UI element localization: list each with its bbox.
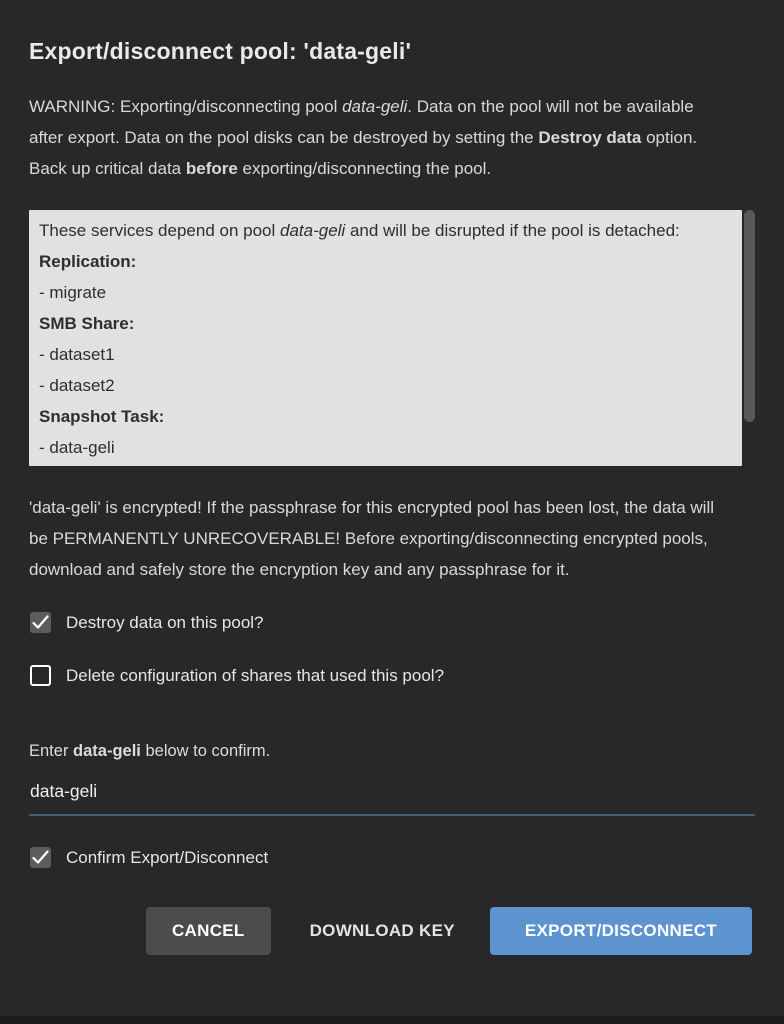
service-item: - data-geli bbox=[39, 438, 115, 457]
service-item: - migrate bbox=[39, 283, 107, 302]
export-disconnect-button[interactable]: EXPORT/DISCONNECT bbox=[490, 907, 752, 955]
service-item: - dataset2 bbox=[39, 376, 115, 395]
services-scrollbar-track[interactable] bbox=[744, 210, 755, 466]
destroy-data-label: Destroy data on this pool? bbox=[66, 612, 264, 632]
destroy-data-checkbox[interactable] bbox=[30, 612, 51, 633]
warning-text-part: WARNING: Exporting/disconnecting pool bbox=[29, 97, 343, 116]
warning-pool-name: data-geli bbox=[342, 97, 408, 116]
warning-before-term: before bbox=[185, 159, 238, 178]
service-group-header: SMB Share: bbox=[39, 314, 135, 333]
checkmark-icon bbox=[32, 615, 49, 630]
dialog-actions bbox=[29, 907, 755, 955]
dependent-services-list[interactable] bbox=[29, 210, 742, 466]
service-item: - dataset1 bbox=[39, 345, 115, 364]
pool-name-confirm-input[interactable] bbox=[29, 775, 755, 816]
warning-destroy-data-term: Destroy data bbox=[538, 128, 642, 147]
confirm-export-label: Confirm Export/Disconnect bbox=[66, 847, 269, 867]
dependent-services-panel bbox=[29, 210, 755, 466]
warning-text bbox=[29, 91, 725, 184]
services-pool-name: data-geli bbox=[280, 221, 346, 240]
prompt-part: Enter bbox=[29, 742, 74, 760]
delete-share-config-label: Delete configuration of shares that used this pool? bbox=[66, 665, 445, 685]
service-group-header: Replication: bbox=[39, 252, 137, 271]
dialog-bottom-edge bbox=[0, 1016, 784, 1024]
service-group-header: Snapshot Task: bbox=[39, 407, 165, 426]
services-scrollbar-thumb[interactable] bbox=[744, 210, 755, 422]
confirm-name-prompt bbox=[29, 742, 755, 761]
services-intro-line bbox=[39, 215, 732, 246]
encryption-warning-text: 'data-geli' is encrypted! If the passphrase for this encrypted pool has been lost, the data will be PERMANENTLY UNRECOVERABLE! Before exporting/disconnecting encrypted pools, download and safely store the encryption key and any passphrase for it. bbox=[29, 498, 714, 579]
download-key-button[interactable]: DOWNLOAD KEY bbox=[304, 907, 461, 955]
checkmark-icon bbox=[32, 850, 49, 865]
services-intro-part: and will be disrupted if the pool is detached: bbox=[345, 221, 680, 240]
services-intro-part: These services depend on pool bbox=[39, 221, 280, 240]
warning-text-part: . Data on the pool will not be available after export. Data on the pool disks can be destroyed by setting the bbox=[29, 97, 694, 147]
confirm-export-checkbox-row bbox=[30, 847, 755, 868]
prompt-part: below to confirm. bbox=[140, 742, 271, 760]
destroy-data-checkbox-row bbox=[30, 612, 755, 633]
warning-text-part: option. Back up critical data bbox=[29, 128, 698, 178]
cancel-button[interactable]: CANCEL bbox=[146, 907, 271, 955]
prompt-pool-name: data-geli bbox=[73, 742, 141, 760]
delete-share-config-checkbox-row bbox=[30, 665, 755, 686]
page-title: Export/disconnect pool: 'data-geli' bbox=[29, 38, 412, 64]
confirm-export-checkbox[interactable] bbox=[30, 847, 51, 868]
warning-text-part: exporting/disconnecting the pool. bbox=[237, 159, 492, 178]
delete-share-config-checkbox[interactable] bbox=[30, 665, 51, 686]
